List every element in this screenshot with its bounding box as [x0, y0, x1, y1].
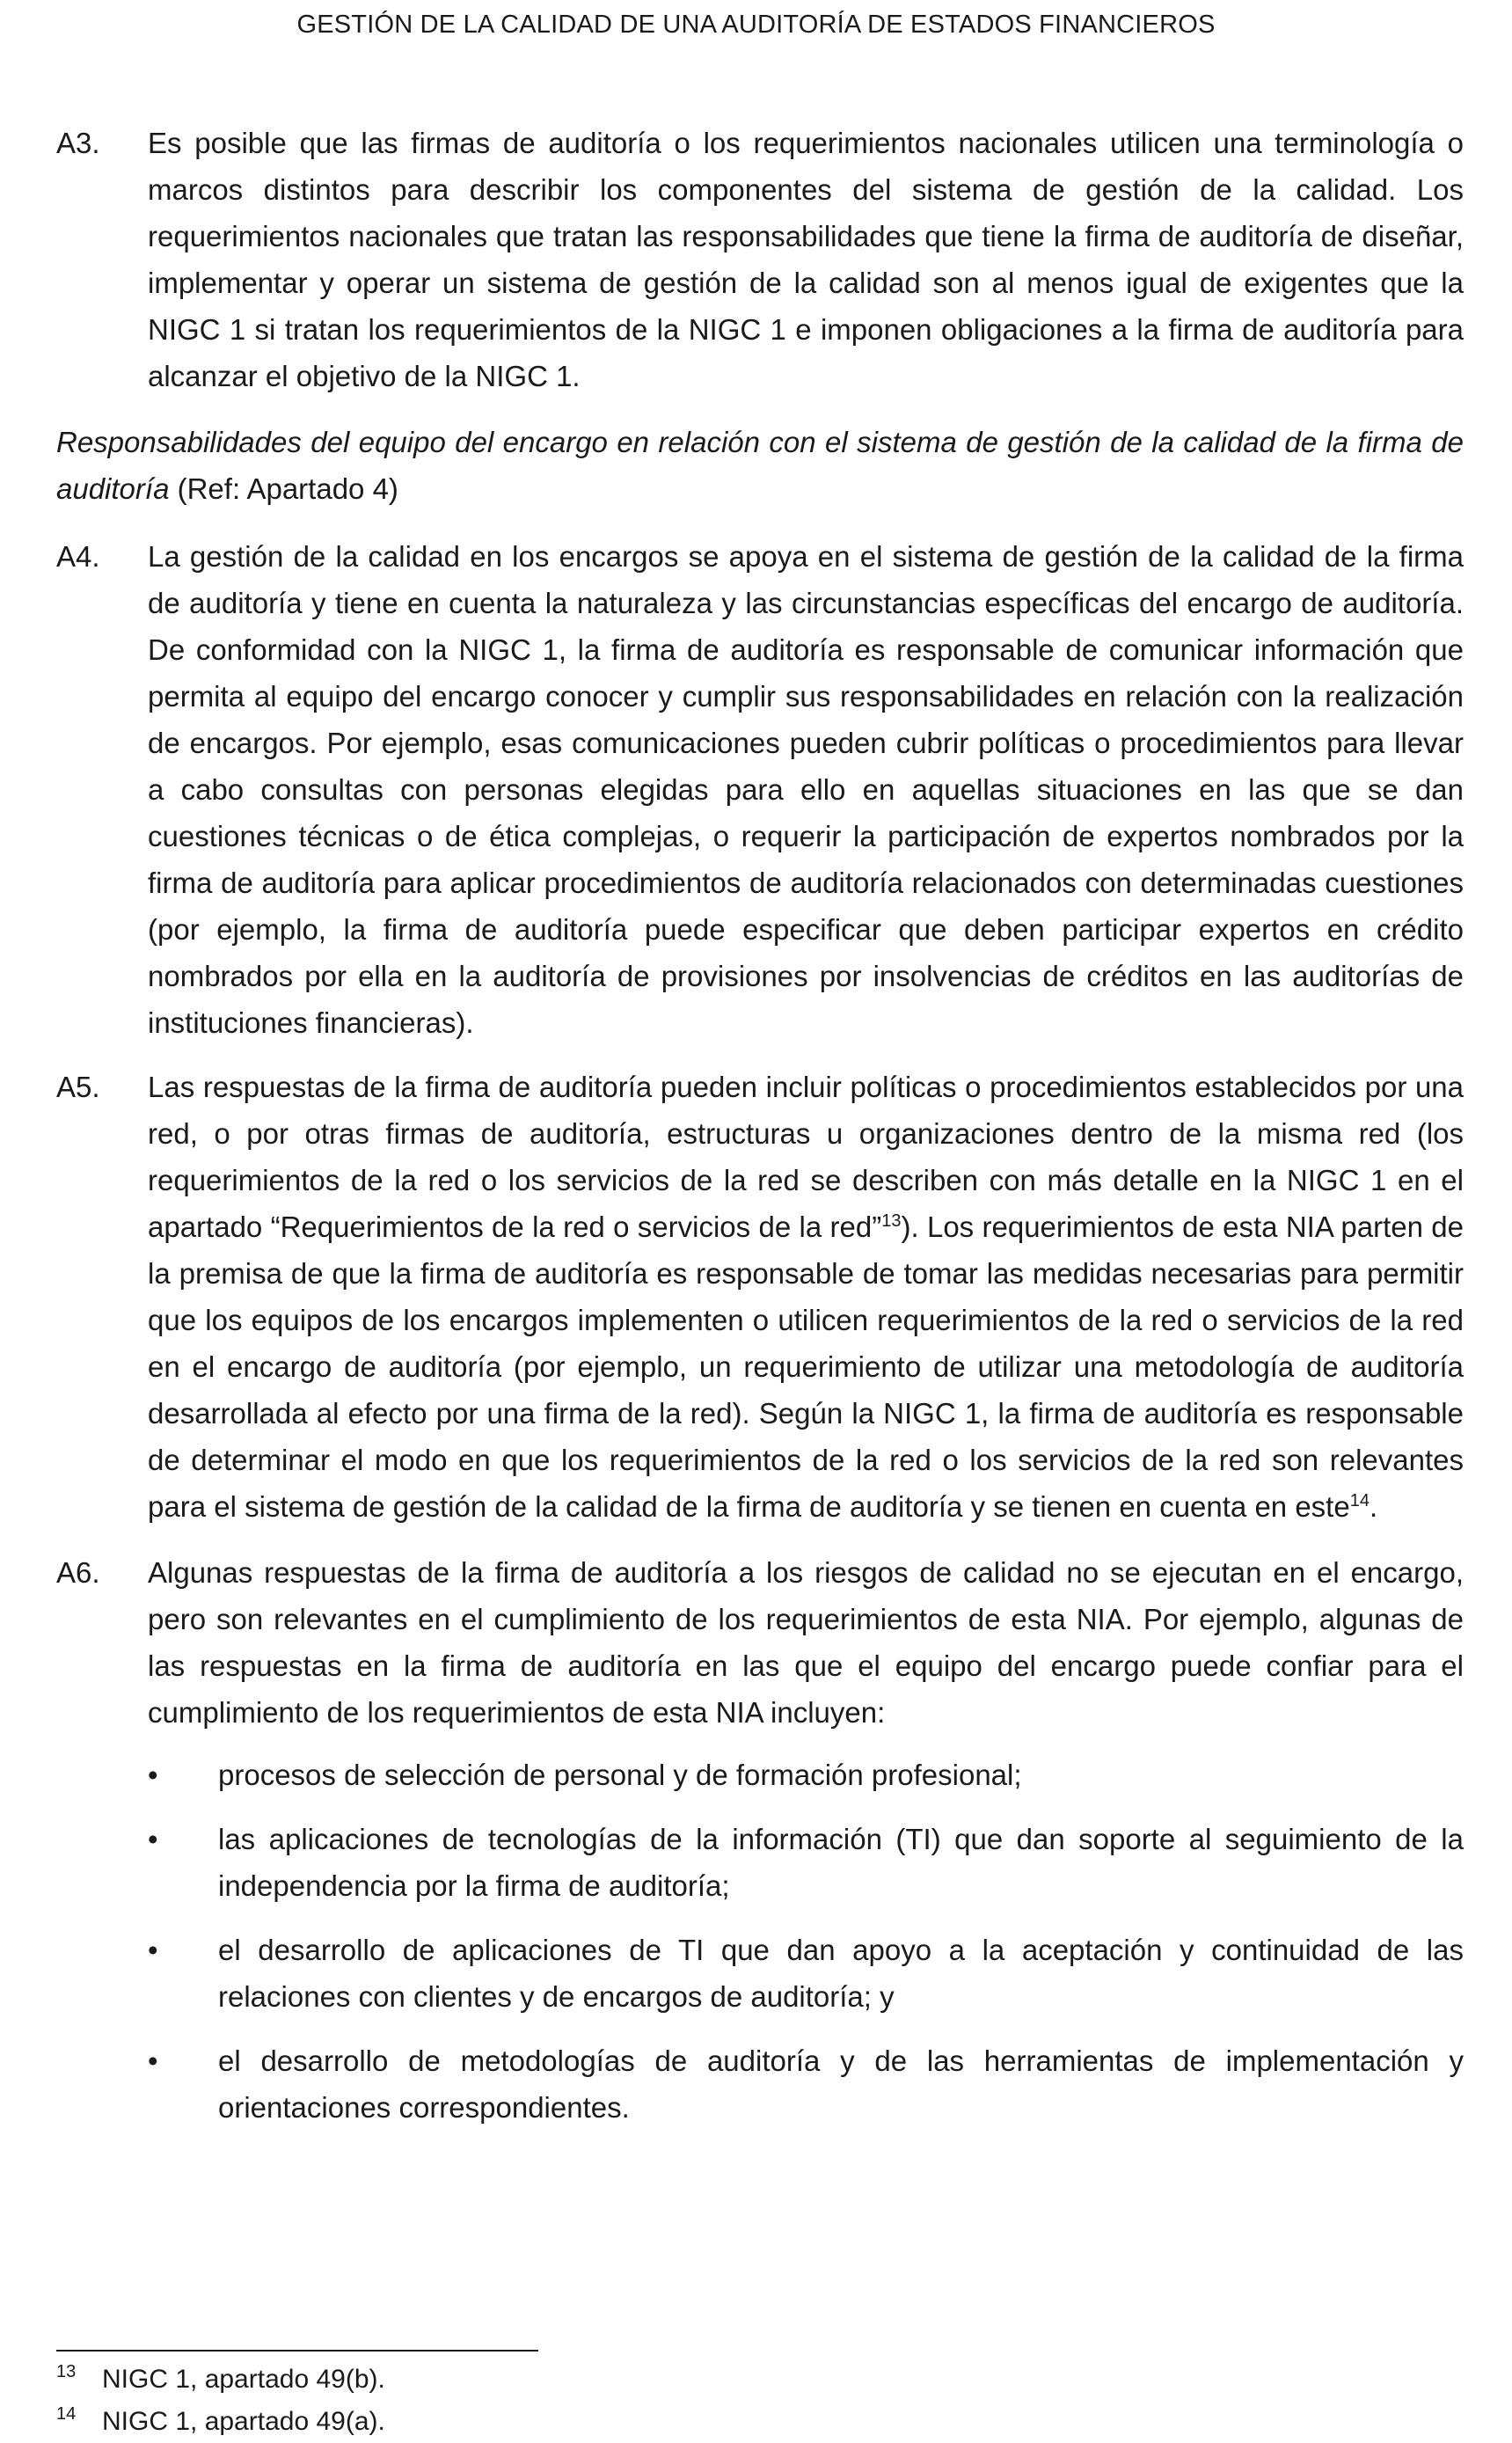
- document-body: [56, 120, 1464, 2148]
- section-heading-reference: (Ref: Apartado 4): [169, 472, 398, 505]
- paragraph-text-part: Las respuestas de la firma de auditoría pueden incluir políticas o procedimientos establecidos por una red, o por otras firmas de auditoría, estructuras u organizaciones dentro de la misma red (los requerimientos de la red o los servicios de la red se describen con más detalle en la NIGC 1 en el apartado “Requerimientos de la red o servicios de la red”: [148, 1071, 1464, 1243]
- running-header: GESTIÓN DE LA CALIDAD DE UNA AUDITORÍA DE ESTADOS FINANCIEROS: [296, 11, 1216, 39]
- bullet-list: [148, 1752, 1464, 2131]
- bullet-icon: •: [148, 1823, 158, 1855]
- section-heading-title: Responsabilidades del equipo del encargo en relación con el sistema de gestión de la calidad de la firma de auditoría: [56, 426, 1464, 505]
- paragraph-text-part: .: [1369, 1490, 1378, 1523]
- paragraph-number: A5.: [56, 1071, 100, 1103]
- footnote-ref-14[interactable]: 14: [1349, 1491, 1370, 1510]
- list-item: [148, 2037, 1464, 2131]
- paragraph-a5: [56, 1064, 1464, 1530]
- list-item-text: procesos de selección de personal y de formación profesional;: [218, 1759, 1022, 1791]
- paragraph-a4: [56, 533, 1464, 1046]
- list-item-text: las aplicaciones de tecnologías de la información (TI) que dan soporte al seguimiento de la independencia por la firma de auditoría;: [218, 1823, 1464, 1902]
- footnote-ref-13[interactable]: 13: [881, 1211, 902, 1231]
- footnotes: [56, 2359, 1464, 2443]
- paragraph-number: A4.: [56, 540, 100, 573]
- paragraph-a6: [56, 1549, 1464, 1736]
- paragraph-text: Algunas respuestas de la firma de auditoría a los riesgos de calidad no se ejecutan en el encargo, pero son relevantes en el cumplimiento de los requerimientos de esta NIA. Por ejemplo, algunas de las respuestas en la firma de auditoría en las que el equipo del encargo puede confiar para el cumplimiento de los requerimientos de esta NIA incluyen:: [148, 1556, 1464, 1729]
- paragraph-number: A3.: [56, 127, 100, 159]
- footnote-number: 13: [56, 2362, 77, 2381]
- paragraph-text-part: ). Los requerimientos de esta NIA parten de la premisa de que la firma de auditoría es responsable de tomar las medidas necesarias para permitir que los equipos de los encargos implementen o utilicen requerimientos de la red o servicios de la red en el encargo de auditoría (por ejemplo, un requerimiento de utilizar una metodología de auditoría desarrollada al efecto por una firma de la red). Según la NIGC 1, la firma de auditoría es responsable de determinar el modo en que los requerimientos de la red o los servicios de la red son relevantes para el sistema de gestión de la calidad de la firma de auditoría y se tienen en cuenta en este: [148, 1211, 1464, 1523]
- paragraph-text: [148, 1064, 1464, 1530]
- footnote-text: NIGC 1, apartado 49(b).: [102, 2365, 385, 2394]
- list-item-text: el desarrollo de metodologías de auditoría y de las herramientas de implementación y orientaciones correspondientes.: [218, 2044, 1464, 2124]
- footnote-text: NIGC 1, apartado 49(a).: [102, 2407, 385, 2436]
- section-heading: [56, 419, 1464, 512]
- paragraph-text: Es posible que las firmas de auditoría o los requerimientos nacionales utilicen una terminología o marcos distintos para describir los componentes del sistema de gestión de la calidad. Los requerimientos nacionales que tratan las responsabilidades que tiene la firma de auditoría de diseñar, implementar y operar un sistema de gestión de la calidad son al menos igual de exigentes que la NIGC 1 si tratan los requerimientos de la NIGC 1 e imponen obligaciones a la firma de auditoría para alcanzar el objetivo de la NIGC 1.: [148, 127, 1464, 392]
- footnote-separator: [56, 2350, 538, 2352]
- bullet-icon: •: [148, 2044, 158, 2077]
- list-item: [148, 1816, 1464, 1909]
- paragraph-text: La gestión de la calidad en los encargos se apoya en el sistema de gestión de la calidad de la firma de auditoría y tiene en cuenta la naturaleza y las circunstancias específicas del encargo de auditoría. De conformidad con la NIGC 1, la firma de auditoría es responsable de comunicar información que permita al equipo del encargo conocer y cumplir sus responsabilidades en relación con la realización de encargos. Por ejemplo, esas comunicaciones pueden cubrir políticas o procedimientos para llevar a cabo consultas con personas elegidas para ello en aquellas situaciones en las que se dan cuestiones técnicas o de ética complejas, o requerir la participación de expertos nombrados por la firma de auditoría para aplicar procedimientos de auditoría relacionados con determinadas cuestiones (por ejemplo, la firma de auditoría puede especificar que deben participar expertos en crédito nombrados por ella en la auditoría de provisiones por insolvencias de créditos en las auditorías de instituciones financieras).: [148, 540, 1464, 1039]
- footnote-number: 14: [56, 2404, 77, 2424]
- list-item-text: el desarrollo de aplicaciones de TI que dan apoyo a la aceptación y continuidad de las relaciones con clientes y de encargos de auditoría; y: [218, 1934, 1464, 2013]
- footnote-14: [56, 2401, 1464, 2443]
- list-item: [148, 1927, 1464, 2020]
- list-item: [148, 1752, 1464, 1798]
- bullet-icon: •: [148, 1759, 158, 1791]
- bullet-icon: •: [148, 1934, 158, 1966]
- paragraph-number: A6.: [56, 1556, 100, 1589]
- paragraph-a3: [56, 120, 1464, 399]
- footnote-13: [56, 2359, 1464, 2401]
